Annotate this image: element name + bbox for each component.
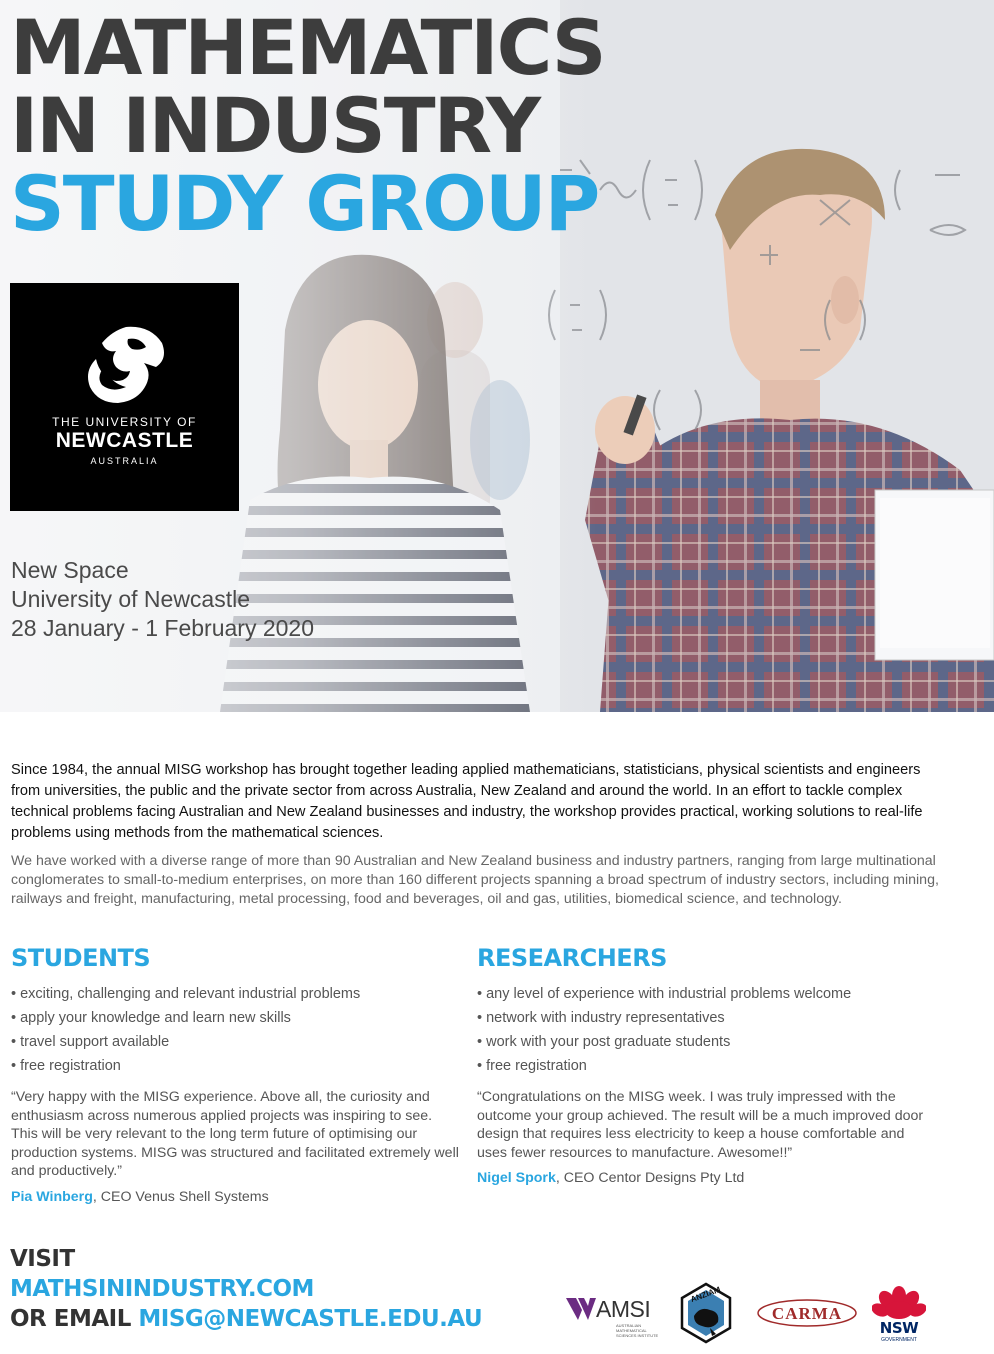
students-attribution [11, 1189, 471, 1205]
seahorse-crest-icon [82, 323, 168, 407]
students-heading: STUDENTS [11, 944, 151, 972]
amsi-subtext: AUSTRALIAN MATHEMATICAL SCIENCES INSTITUTE [616, 1323, 659, 1338]
researchers-quote: “Congratulations on the MISG week. I was truly impressed with the outcome your group achieved. The result will be a much improved door design that requires less electricity to keep a house comfortable and uses fewer resources to manufacture. Awesome!!” [477, 1089, 924, 1161]
anziam-text: ANZIAM [689, 1284, 722, 1305]
title-line-1: MATHEMATICS [10, 3, 605, 92]
event-host: University of Newcastle [11, 586, 251, 612]
partners-paragraph: We have worked with a diverse range of more than 90 Australian and New Zealand business and industry partners, ranging from large multinational conglomerates to small-to-medium enterprises, on more than 160 different projects spanning a broad spectrum of industry sectors, including mining, railways and freight, manufacturing, metal processing, food and beverages, oil and gas, utilities, biomedical science, and technology. [11, 853, 939, 907]
carma-logo [756, 1298, 858, 1328]
students-quote: “Very happy with the MISG experience. Above all, the curiosity and enthusiasm across numerous applied projects was inspiring to see. This will be very relevant to the long term future of optimising our production systems. MISG was structured and facilitated extremely well and productively.” [11, 1089, 459, 1179]
nsw-subtext: GOVERNMENT [881, 1337, 917, 1343]
researchers-heading: RESEARCHERS [477, 944, 667, 972]
quote-role: , CEO Centor Designs Pty Ltd [555, 1170, 745, 1186]
event-info [11, 556, 314, 643]
visit-label: VISIT [10, 1246, 75, 1272]
logo-line-2: NEWCASTLE [55, 429, 194, 452]
carma-text: CARMA [771, 1304, 843, 1323]
researchers-list [477, 982, 937, 1078]
event-venue: New Space [11, 557, 129, 583]
sponsor-logos [560, 1282, 960, 1346]
contact-block [10, 1244, 482, 1334]
list-item: • travel support available [11, 1034, 170, 1050]
list-item: • free registration [477, 1058, 587, 1074]
quote-author: Pia Winberg [11, 1188, 93, 1205]
researchers-section [477, 944, 937, 1186]
list-item: • apply your knowledge and learn new skills [11, 1010, 291, 1026]
or-email-label: OR EMAIL [10, 1306, 131, 1332]
logo-line-3: AUSTRALIA [90, 456, 159, 466]
email-link[interactable]: MISG@NEWCASTLE.EDU.AU [138, 1306, 483, 1332]
amsi-mark-icon [566, 1296, 596, 1322]
researchers-attribution [477, 1170, 937, 1186]
title-line-3: STUDY GROUP [10, 159, 599, 248]
waratah-icon [872, 1286, 926, 1320]
nsw-government-logo [872, 1286, 926, 1344]
anziam-logo [680, 1282, 732, 1344]
logo-line-1: THE UNIVERSITY OF [52, 415, 197, 429]
list-item: • work with your post graduate students [477, 1034, 731, 1050]
nsw-text: NSW [879, 1319, 919, 1337]
amsi-logo [566, 1294, 666, 1338]
quote-role: , CEO Venus Shell Systems [92, 1188, 269, 1205]
event-dates: 28 January - 1 February 2020 [11, 615, 315, 641]
website-link[interactable]: MATHSININDUSTRY.COM [10, 1276, 314, 1302]
university-logo [10, 283, 239, 511]
list-item: • any level of experience with industrial problems welcome [477, 986, 852, 1002]
students-list [11, 982, 471, 1078]
title-line-2: IN INDUSTRY [10, 81, 539, 170]
list-item: • network with industry representatives [477, 1010, 725, 1026]
students-section [11, 944, 471, 1205]
quote-author: Nigel Spork [477, 1170, 556, 1186]
intro-paragraph: Since 1984, the annual MISG workshop has brought together leading applied mathematicians, statisticians, physical scientists and engineers from universities, the public and the private sector from across Australia, New Zealand and around the world. In an effort to tackle complex technical problems facing Australian and New Zealand businesses and industry, the workshop provides practical, working solutions to real-life problems using methods from the mathematical sciences. [11, 762, 923, 841]
amsi-text: AMSI [596, 1296, 651, 1322]
list-item: • free registration [11, 1058, 121, 1074]
list-item: • exciting, challenging and relevant industrial problems [11, 986, 361, 1002]
